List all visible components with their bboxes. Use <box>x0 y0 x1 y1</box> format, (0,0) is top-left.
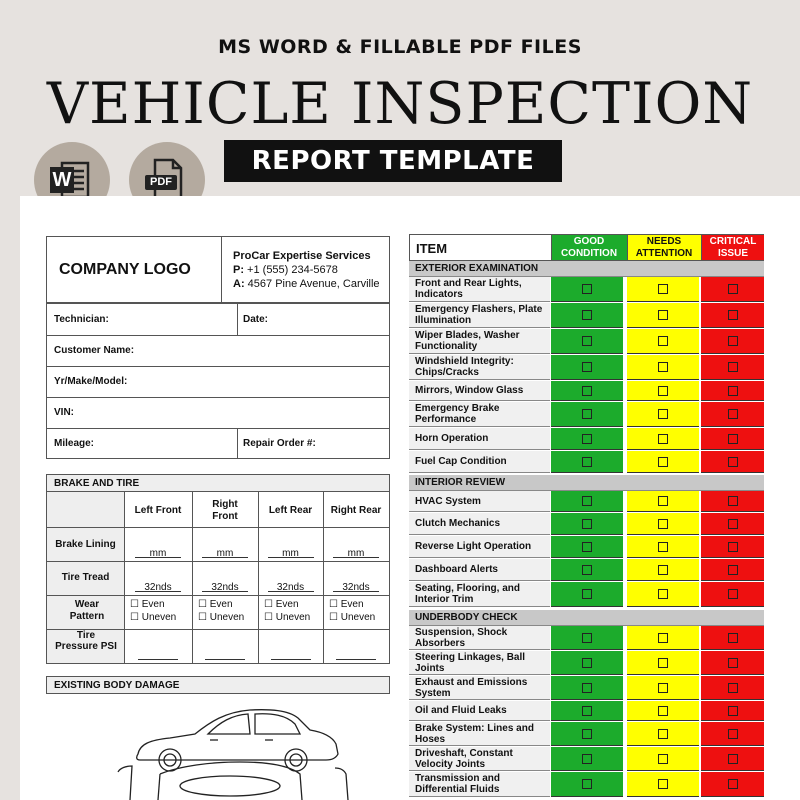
brake-lining-unit: mm <box>149 548 167 559</box>
critical-issue-checkbox[interactable] <box>728 779 738 789</box>
tire-tread-unit: 32nds <box>342 582 370 593</box>
good-condition-checkbox[interactable] <box>582 362 592 372</box>
technician-field[interactable]: Technician: <box>54 314 109 325</box>
needs-attention-checkbox[interactable] <box>658 457 668 467</box>
needs-attention-checkbox[interactable] <box>658 633 668 643</box>
body-damage-title: EXISTING BODY DAMAGE <box>54 680 180 691</box>
critical-issue-checkbox[interactable] <box>728 409 738 419</box>
address-prefix: A: <box>233 278 245 290</box>
checklist-row <box>409 626 764 651</box>
checklist-item-label: Horn Operation <box>409 428 550 450</box>
good-condition-checkbox[interactable] <box>582 542 592 552</box>
checklist-row <box>409 355 764 381</box>
checklist-row <box>409 491 764 513</box>
car-damage-diagram[interactable] <box>100 696 360 800</box>
needs-attention-checkbox[interactable] <box>658 284 668 294</box>
date-field[interactable]: Date: <box>243 314 269 325</box>
checklist-row <box>409 722 764 747</box>
wear-even-option[interactable]: ☐ Even <box>198 599 233 610</box>
needs-attention-checkbox[interactable] <box>658 496 668 506</box>
company-header-box <box>46 236 390 303</box>
checklist-item-label: Transmission and Differential Fluids <box>409 772 550 797</box>
checklist-row <box>409 277 764 303</box>
good-condition-checkbox[interactable] <box>582 729 592 739</box>
checklist-item-label: Oil and Fluid Leaks <box>409 701 550 721</box>
section-underbody: UNDERBODY CHECK <box>409 610 764 626</box>
needs-attention-checkbox[interactable] <box>658 565 668 575</box>
needs-attention-checkbox[interactable] <box>658 542 668 552</box>
checklist-item-label: Driveshaft, Constant Velocity Joints <box>409 747 550 771</box>
critical-issue-checkbox[interactable] <box>728 386 738 396</box>
good-condition-checkbox[interactable] <box>582 633 592 643</box>
critical-issue-checkbox[interactable] <box>728 434 738 444</box>
good-condition-checkbox[interactable] <box>582 658 592 668</box>
checklist-row <box>409 513 764 536</box>
brake-tire-title: BRAKE AND TIRE <box>54 478 140 489</box>
repair-order-field[interactable]: Repair Order #: <box>243 438 316 449</box>
section-exterior: EXTERIOR EXAMINATION <box>409 261 764 277</box>
brake-tire-table <box>46 474 390 664</box>
wear-even-label: Even <box>209 599 233 610</box>
critical-issue-checkbox[interactable] <box>728 754 738 764</box>
checklist-header <box>409 234 764 261</box>
checklist-item-label: Seating, Flooring, and Interior Trim <box>409 582 550 607</box>
critical-issue-checkbox[interactable] <box>728 683 738 693</box>
good-condition-checkbox[interactable] <box>582 434 592 444</box>
checklist-row <box>409 303 764 329</box>
checklist-item-label: Steering Linkages, Ball Joints <box>409 651 550 675</box>
col-right-front: Right Front <box>212 499 238 522</box>
critical-issue-checkbox[interactable] <box>728 519 738 529</box>
checklist-item-label: Brake System: Lines and Hoses <box>409 722 550 746</box>
checklist-item-label: Front and Rear Lights, Indicators <box>409 277 550 302</box>
critical-issue-checkbox[interactable] <box>728 284 738 294</box>
checklist-row <box>409 329 764 355</box>
good-condition-checkbox[interactable] <box>582 565 592 575</box>
tire-tread-unit: 32nds <box>144 582 172 593</box>
wear-uneven-option[interactable]: ☐ Uneven <box>198 612 245 623</box>
vin-field[interactable]: VIN: <box>54 407 74 418</box>
brake-lining-unit: mm <box>216 548 234 559</box>
checklist-item-label: Reverse Light Operation <box>409 536 550 558</box>
address-value: 4567 Pine Avenue, Carville <box>244 278 380 290</box>
row-tire-tread: Tire Tread <box>61 572 110 583</box>
row-tire-pressure: Tire Pressure PSI <box>55 630 117 652</box>
wear-uneven-label: Uneven <box>141 612 177 623</box>
needs-attention-checkbox[interactable] <box>658 779 668 789</box>
good-condition-checkbox[interactable] <box>582 779 592 789</box>
needs-attention-checkbox[interactable] <box>658 729 668 739</box>
checklist-row <box>409 381 764 402</box>
checklist-row <box>409 428 764 451</box>
pdf-label: PDF <box>150 176 172 188</box>
tire-pressure-input[interactable] <box>323 647 389 665</box>
head-critical: CRITICAL ISSUE <box>709 236 757 259</box>
good-condition-checkbox[interactable] <box>582 589 592 599</box>
checklist-row <box>409 676 764 701</box>
wear-uneven-option[interactable]: ☐ Uneven <box>264 612 311 623</box>
critical-issue-checkbox[interactable] <box>728 729 738 739</box>
wear-uneven-option[interactable]: ☐ Uneven <box>329 612 376 623</box>
row-brake-lining: Brake Lining <box>55 539 116 550</box>
good-condition-checkbox[interactable] <box>582 496 592 506</box>
good-condition-checkbox[interactable] <box>582 336 592 346</box>
word-letter: W <box>52 169 72 191</box>
critical-issue-checkbox[interactable] <box>728 457 738 467</box>
checklist-item-label: Clutch Mechanics <box>409 513 550 535</box>
checklist-item-label: Dashboard Alerts <box>409 559 550 581</box>
header-subtitle: MS WORD & FILLABLE PDF FILES <box>218 36 582 58</box>
needs-attention-checkbox[interactable] <box>658 519 668 529</box>
critical-issue-checkbox[interactable] <box>728 310 738 320</box>
checklist-item-label: Fuel Cap Condition <box>409 451 550 473</box>
critical-issue-checkbox[interactable] <box>728 496 738 506</box>
critical-issue-checkbox[interactable] <box>728 633 738 643</box>
checklist-row <box>409 451 764 474</box>
wear-uneven-label: Uneven <box>340 612 376 623</box>
needs-attention-checkbox[interactable] <box>658 683 668 693</box>
head-item: ITEM <box>416 241 448 256</box>
wear-even-option[interactable]: ☐ Even <box>264 599 299 610</box>
checklist-item-label: Emergency Flashers, Plate Illumination <box>409 303 550 328</box>
checklist-row <box>409 701 764 722</box>
company-phone <box>233 264 338 276</box>
tire-tread-unit: 32nds <box>211 582 239 593</box>
tire-pressure-input[interactable] <box>192 647 258 665</box>
needs-attention-checkbox[interactable] <box>658 409 668 419</box>
col-left-rear: Left Rear <box>268 505 313 516</box>
good-condition-checkbox[interactable] <box>582 310 592 320</box>
good-condition-checkbox[interactable] <box>582 519 592 529</box>
needs-attention-checkbox[interactable] <box>658 754 668 764</box>
body-damage-header <box>46 676 390 694</box>
critical-issue-checkbox[interactable] <box>728 336 738 346</box>
customer-name-field[interactable]: Customer Name: <box>54 345 135 356</box>
mileage-field[interactable]: Mileage: <box>54 438 95 449</box>
checklist-row <box>409 559 764 582</box>
needs-attention-checkbox[interactable] <box>658 589 668 599</box>
wear-even-option[interactable]: ☐ Even <box>329 599 364 610</box>
wear-uneven-label: Uneven <box>275 612 311 623</box>
tire-pressure-input[interactable] <box>124 647 192 665</box>
checklist-item-label: Exhaust and Emissions System <box>409 676 550 700</box>
col-right-rear: Right Rear <box>330 505 382 516</box>
good-condition-checkbox[interactable] <box>582 386 592 396</box>
needs-attention-checkbox[interactable] <box>658 434 668 444</box>
critical-issue-checkbox[interactable] <box>728 589 738 599</box>
needs-attention-checkbox[interactable] <box>658 310 668 320</box>
year-make-model-field[interactable]: Yr/Make/Model: <box>54 376 128 387</box>
row-wear-pattern: Wear Pattern <box>69 599 105 622</box>
checklist-row <box>409 651 764 676</box>
head-needs: NEEDS ATTENTION <box>635 236 693 259</box>
wear-even-label: Even <box>340 599 364 610</box>
good-condition-checkbox[interactable] <box>582 409 592 419</box>
good-condition-checkbox[interactable] <box>582 706 592 716</box>
checklist-row <box>409 582 764 608</box>
good-condition-checkbox[interactable] <box>582 754 592 764</box>
checklist-row <box>409 772 764 798</box>
needs-attention-checkbox[interactable] <box>658 386 668 396</box>
needs-attention-checkbox[interactable] <box>658 706 668 716</box>
critical-issue-checkbox[interactable] <box>728 362 738 372</box>
critical-issue-checkbox[interactable] <box>728 706 738 716</box>
good-condition-checkbox[interactable] <box>582 457 592 467</box>
checklist-item-label: HVAC System <box>409 491 550 512</box>
phone-value: +1 (555) 234-5678 <box>244 264 338 276</box>
needs-attention-checkbox[interactable] <box>658 658 668 668</box>
checklist-item-label: Wiper Blades, Washer Functionality <box>409 329 550 354</box>
header-bar: REPORT TEMPLATE <box>224 140 562 182</box>
phone-prefix: P: <box>233 264 244 276</box>
brake-lining-unit: mm <box>282 548 299 559</box>
good-condition-checkbox[interactable] <box>582 284 592 294</box>
company-logo-placeholder: COMPANY LOGO <box>59 261 191 278</box>
checklist-item-label: Windshield Integrity: Chips/Cracks <box>409 355 550 380</box>
checklist-row <box>409 402 764 428</box>
needs-attention-checkbox[interactable] <box>658 362 668 372</box>
company-name: ProCar Expertise Services <box>233 250 371 262</box>
wear-uneven-option[interactable]: ☐ Uneven <box>130 612 177 623</box>
checklist-item-label: Suspension, Shock Absorbers <box>409 626 550 650</box>
critical-issue-checkbox[interactable] <box>728 542 738 552</box>
good-condition-checkbox[interactable] <box>582 683 592 693</box>
wear-even-label: Even <box>141 599 165 610</box>
tire-pressure-input[interactable] <box>258 647 323 665</box>
section-interior: INTERIOR REVIEW <box>409 475 764 491</box>
checklist-item-label: Emergency Brake Performance <box>409 402 550 427</box>
needs-attention-checkbox[interactable] <box>658 336 668 346</box>
checklist-item-label: Mirrors, Window Glass <box>409 381 550 401</box>
header-title: VEHICLE INSPECTION <box>46 71 754 137</box>
col-left-front: Left Front <box>134 505 182 516</box>
critical-issue-checkbox[interactable] <box>728 565 738 575</box>
wear-even-option[interactable]: ☐ Even <box>130 599 165 610</box>
checklist-row <box>409 747 764 772</box>
company-address <box>233 278 380 290</box>
tire-tread-unit: 32nds <box>276 582 305 593</box>
checklist-row <box>409 536 764 559</box>
critical-issue-checkbox[interactable] <box>728 658 738 668</box>
brake-lining-unit: mm <box>347 548 365 559</box>
head-good: GOOD CONDITION <box>560 236 618 259</box>
wear-even-label: Even <box>275 599 299 610</box>
wear-uneven-label: Uneven <box>209 612 245 623</box>
customer-info-form <box>46 303 390 459</box>
